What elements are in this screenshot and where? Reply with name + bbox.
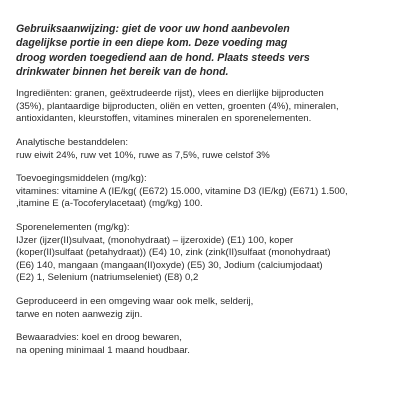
ingredients-text: Ingrediënten: granen, geëxtrudeerde rijst), vlees en dierlijke bijproducten (35%), plantaardige bijproducten, oliën en vetten, groenten (4%), mineralen, antioxidanten, kleurstoffen, vitamines mineralen en sporenelementen. (16, 88, 339, 125)
product-label (16, 22, 410, 368)
storage-advice: Bewaaradvies: koel en droog bewaren, na opening minimaal 1 maand houdbaar. (16, 332, 190, 356)
usage-instructions: Gebruiksaanwijzing: giet de voor uw hond aanbevolen dagelijkse portie in een diepe kom. Deze voeding mag droog worden toegediend aan de hond. Plaats steeds vers drinkwater binnen het bereik van de hond. (16, 23, 310, 78)
trace-elements-text: Sporenelementen (mg/kg): IJzer (ijzer(II)sulvaat, (monohydraat) – ijzeroxide) (E1) 100, koper (koper(II)sulfaat (petahydraat)) (E4) 10, zink (zink(II)sulfaat (monohydraat) (E6) 140, mangaan (mangaan(II)oxyde) (E5) 30, Jodium (calciumjodaat) (E2) 1, Selenium (natriumseleniet) (E8) 0,2 (16, 221, 331, 284)
allergen-notice: Geproduceerd in een omgeving waar ook melk, selderij, tarwe en noten aanwezig zijn. (16, 295, 254, 320)
analytical-constituents: Analytische bestanddelen: ruw eiwit 24%, ruw vet 10%, ruwe as 7,5%, ruwe celstof 3% (16, 136, 270, 161)
additives-text: Toevoegingsmiddelen (mg/kg): vitamines: vitamine A (IE/kg( (E672) 15.000, vitamine D3 (IE/kg) (E671) 1.500, ,itamine E (a-Tocoferylacetaat) (mg/kg) 100. (16, 173, 348, 210)
